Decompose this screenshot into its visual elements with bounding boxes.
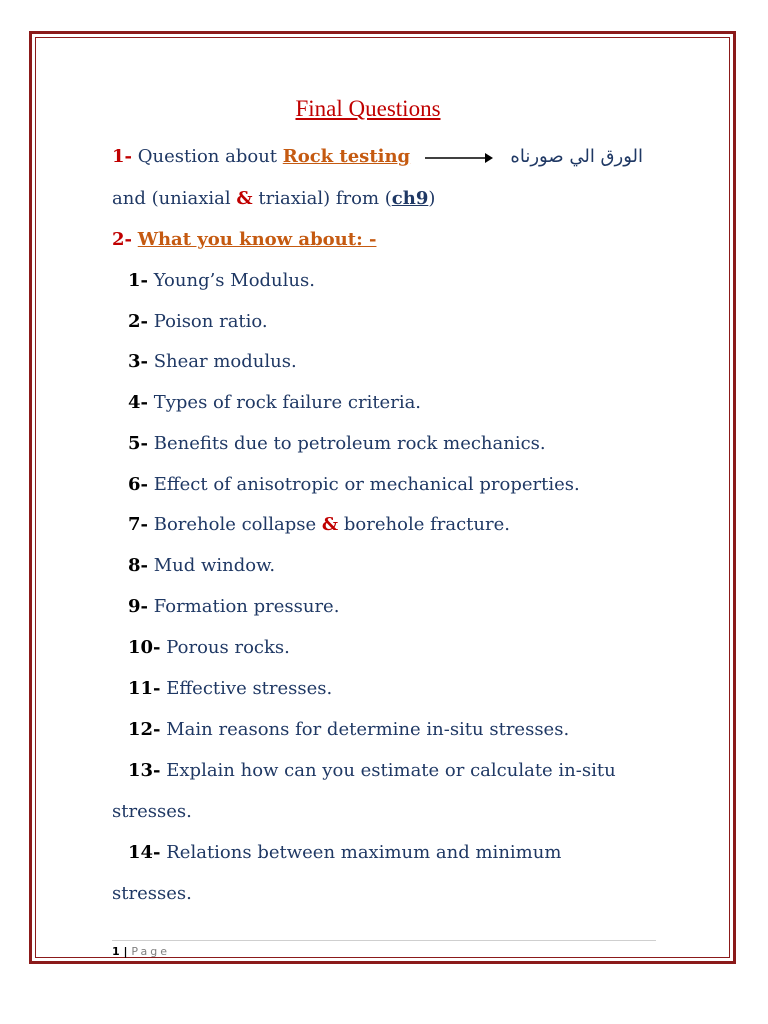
list-item-text: Borehole collapse xyxy=(148,514,322,535)
list-item xyxy=(128,842,561,864)
list-item-text: Porous rocks. xyxy=(160,637,290,658)
list-item xyxy=(128,433,546,455)
list-item-number: 11- xyxy=(128,678,161,699)
list-item-text: Main reasons for determine in-situ stresses. xyxy=(160,719,570,740)
page-separator: | xyxy=(119,945,132,958)
list-item-text: Effect of anisotropic or mechanical properties. xyxy=(148,474,580,495)
list-item-number: 8- xyxy=(128,555,148,576)
list-item xyxy=(128,596,339,618)
list-item xyxy=(128,474,580,496)
question-1-line2-end: ) xyxy=(428,188,436,209)
question-1-line xyxy=(112,146,410,168)
list-item-text: Young’s Modulus. xyxy=(148,270,315,291)
question-2-line xyxy=(112,229,376,251)
chapter-reference: ch9 xyxy=(391,188,429,209)
list-item xyxy=(128,514,510,536)
page-number: 1 xyxy=(112,945,120,958)
list-item-text: Mud window. xyxy=(148,555,276,576)
list-item-text: borehole fracture. xyxy=(338,514,510,535)
list-item-text: Explain how can you estimate or calculate in-situ xyxy=(160,760,616,781)
list-item xyxy=(128,637,290,659)
list-item-number: 7- xyxy=(128,514,148,535)
question-1-line2-text: and (uniaxial xyxy=(112,188,237,209)
list-item-text: Effective stresses. xyxy=(160,678,333,699)
page-label: Page xyxy=(131,945,170,958)
list-item-number: 1- xyxy=(128,270,148,291)
list-item xyxy=(128,351,297,373)
question-1-text: Question about xyxy=(132,146,283,167)
question-2-heading: What you know about: - xyxy=(137,229,377,250)
list-item xyxy=(128,392,421,414)
list-item-number: 2- xyxy=(128,311,148,332)
list-item-number: 4- xyxy=(128,392,148,413)
list-item xyxy=(128,311,268,333)
question-1-line-2 xyxy=(112,188,435,210)
list-item xyxy=(128,678,332,700)
page-footer xyxy=(112,945,170,958)
list-item-number: 13- xyxy=(128,760,161,781)
page-title: Final Questions xyxy=(295,96,441,121)
rock-testing-highlight: Rock testing xyxy=(282,146,411,167)
question-1-number: 1- xyxy=(112,146,132,167)
list-item-text: Shear modulus. xyxy=(148,351,297,372)
list-item xyxy=(128,719,569,741)
list-item-text: stresses. xyxy=(112,883,192,904)
list-item-number: 3- xyxy=(128,351,148,372)
list-item-number: 14- xyxy=(128,842,161,863)
list-item xyxy=(128,270,315,292)
list-item-text: Relations between maximum and minimum xyxy=(160,842,562,863)
list-item-text: Poison ratio. xyxy=(148,311,268,332)
list-item-number: 9- xyxy=(128,596,148,617)
list-item xyxy=(128,760,616,782)
list-item-number: 6- xyxy=(128,474,148,495)
list-item-number: 12- xyxy=(128,719,161,740)
list-item-continuation xyxy=(112,883,192,905)
list-item-text: stresses. xyxy=(112,801,192,822)
footer-divider xyxy=(112,940,656,941)
list-item-text: Benefits due to petroleum rock mechanics. xyxy=(148,433,546,454)
ampersand: & xyxy=(321,514,339,535)
list-item-number: 5- xyxy=(128,433,148,454)
list-item-number: 10- xyxy=(128,637,161,658)
question-1-line2-mid: triaxial) from ( xyxy=(252,188,392,209)
arabic-note: الورق الي صورناه xyxy=(510,146,643,167)
list-item-continuation xyxy=(112,801,192,823)
list-item-text: Formation pressure. xyxy=(148,596,340,617)
ampersand: & xyxy=(236,188,253,209)
question-2-number: 2- xyxy=(112,229,132,250)
list-item xyxy=(128,555,275,577)
arrow-right-icon xyxy=(425,152,493,164)
list-item-text: Types of rock failure criteria. xyxy=(148,392,422,413)
